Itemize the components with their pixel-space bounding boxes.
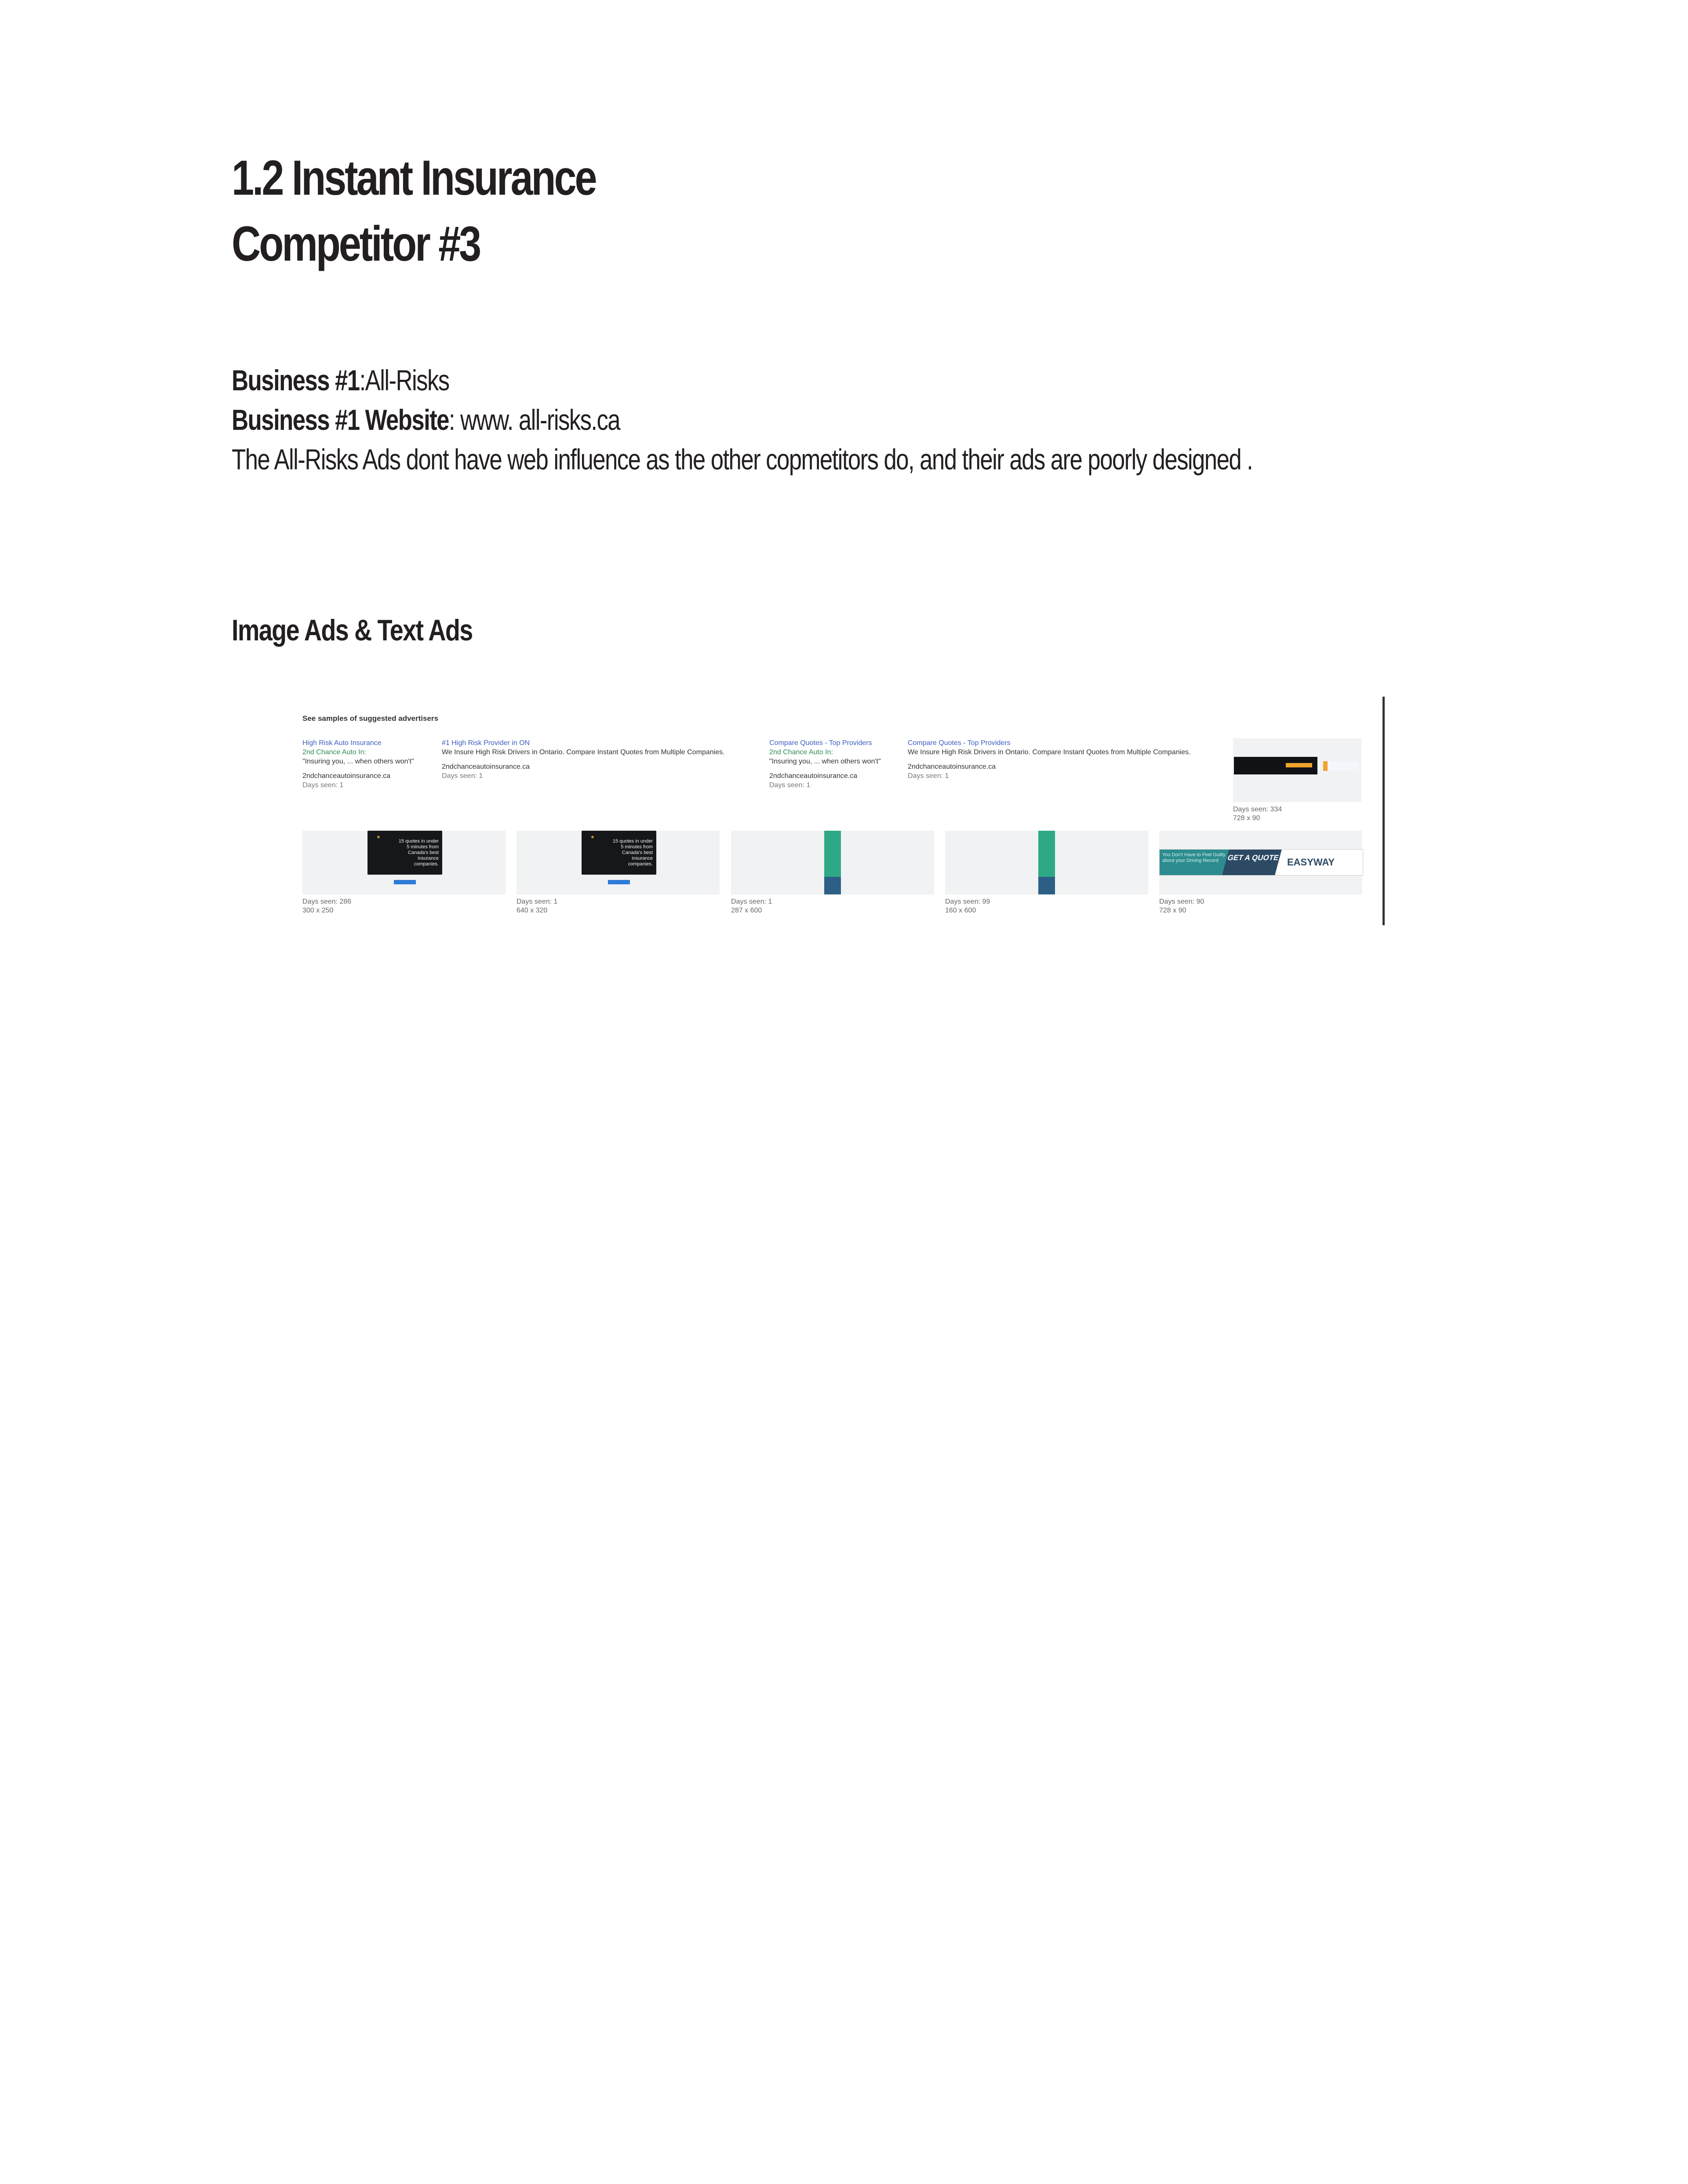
text-ad [302, 738, 414, 790]
skyscraper-ad-image [1038, 831, 1055, 894]
ad-creative-text: 15 quotes in under 5 minutes from Canada's best insurance companies. [398, 839, 439, 867]
ad-logo-icon: ★ [376, 835, 381, 840]
ad-logo-icon: ★ [590, 835, 595, 840]
image-ad-meta [1233, 805, 1282, 823]
text-ad-description: We Insure High Risk Drivers in Ontario. Compare Instant Quotes from Multiple Companies. [908, 749, 1191, 756]
text-ad [769, 738, 881, 790]
display-ad-image [367, 831, 442, 875]
ad-cta-button [608, 880, 630, 884]
text-ad-subtitle: 2nd Chance Auto In: [769, 749, 833, 756]
business-website-line [232, 400, 1252, 440]
screenshot-divider [1382, 697, 1385, 925]
brand-logo-icon [1323, 761, 1358, 771]
text-ad-domain: 2ndchanceautoinsurance.ca [442, 763, 530, 770]
skyscraper-ad-footer [824, 877, 841, 894]
ad-creative-text: 15 quotes in under 5 minutes from Canada's best insurance companies. [612, 839, 653, 867]
image-ad-days: Days seen: 1 [731, 898, 772, 905]
image-ad-size: 160 x 600 [945, 907, 976, 914]
page-title-line-1: 1.2 Instant Insurance [232, 150, 596, 205]
text-ad-title: #1 High Risk Provider in ON [442, 739, 530, 747]
text-ad-days: Days seen: 1 [442, 772, 483, 780]
easyway-ad-cta: GET A QUOTE [1222, 850, 1282, 875]
image-ad-meta [517, 898, 557, 915]
image-ad-meta [1159, 898, 1204, 915]
text-ad [442, 738, 725, 781]
text-ad-subtitle: 2nd Chance Auto In: [302, 749, 366, 756]
text-ad-domain: 2ndchanceautoinsurance.ca [302, 772, 391, 780]
image-ad-meta [945, 898, 990, 915]
screenshot-header: See samples of suggested advertisers [302, 714, 438, 723]
text-ad-title: Compare Quotes - Top Providers [908, 739, 1011, 747]
ad-cta-button [394, 880, 416, 884]
page-title [232, 145, 596, 277]
image-ad-size: 728 x 90 [1233, 814, 1260, 822]
skyscraper-ad-image [824, 831, 841, 894]
text-ad-description: "Insuring you, ... when others won't" [302, 758, 414, 765]
image-ad-size: 728 x 90 [1159, 907, 1186, 914]
image-ad-meta [302, 898, 351, 915]
image-ad-size: 640 x 320 [517, 907, 548, 914]
business-website-label: Business #1 Website [232, 403, 449, 436]
easyway-ad-message: You Don't Have to Feel Guilty about your Driving Record [1160, 850, 1230, 875]
text-ad-days: Days seen: 1 [302, 781, 344, 789]
image-ad-days: Days seen: 334 [1233, 806, 1282, 813]
text-ad-title: High Risk Auto Insurance [302, 739, 382, 747]
text-ad-days: Days seen: 1 [769, 781, 811, 789]
text-ad-title: Compare Quotes - Top Providers [769, 739, 872, 747]
image-ad-size: 287 x 600 [731, 907, 762, 914]
image-ad-days: Days seen: 90 [1159, 898, 1204, 905]
image-ad-days: Days seen: 99 [945, 898, 990, 905]
business-info [232, 360, 1252, 479]
business-name-line [232, 360, 1252, 400]
section-heading: Image Ads & Text Ads [232, 614, 473, 647]
image-ad-days: Days seen: 1 [517, 898, 558, 905]
image-ad-days: Days seen: 286 [302, 898, 352, 905]
business-description: The All-Risks Ads dont have web influence as the other copmetitors do, and their ads are poorly designed . [232, 443, 1253, 476]
business-name-value: :All-Risks [359, 364, 449, 396]
text-ad [908, 738, 1191, 781]
leaderboard-ad-stripe [1286, 763, 1312, 767]
business-name-label: Business #1 [232, 364, 360, 396]
easyway-ad-brand: EASYWAY [1287, 857, 1335, 868]
skyscraper-ad-footer [1038, 877, 1055, 894]
image-ad-meta [731, 898, 772, 915]
image-ad-size: 300 x 250 [302, 907, 334, 914]
business-website-value: : www. all-risks.ca [448, 403, 620, 436]
easyway-ad-image [1159, 849, 1363, 876]
leaderboard-ad-image [1234, 757, 1317, 774]
page-title-line-2: Competitor #3 [232, 216, 480, 271]
text-ad-domain: 2ndchanceautoinsurance.ca [908, 763, 996, 770]
text-ad-domain: 2ndchanceautoinsurance.ca [769, 772, 858, 780]
text-ad-description: We Insure High Risk Drivers in Ontario. Compare Instant Quotes from Multiple Companies. [442, 749, 725, 756]
text-ad-days: Days seen: 1 [908, 772, 949, 780]
display-ad-image [582, 831, 656, 875]
ads-screenshot [299, 697, 1385, 925]
text-ad-description: "Insuring you, ... when others won't" [769, 758, 881, 765]
